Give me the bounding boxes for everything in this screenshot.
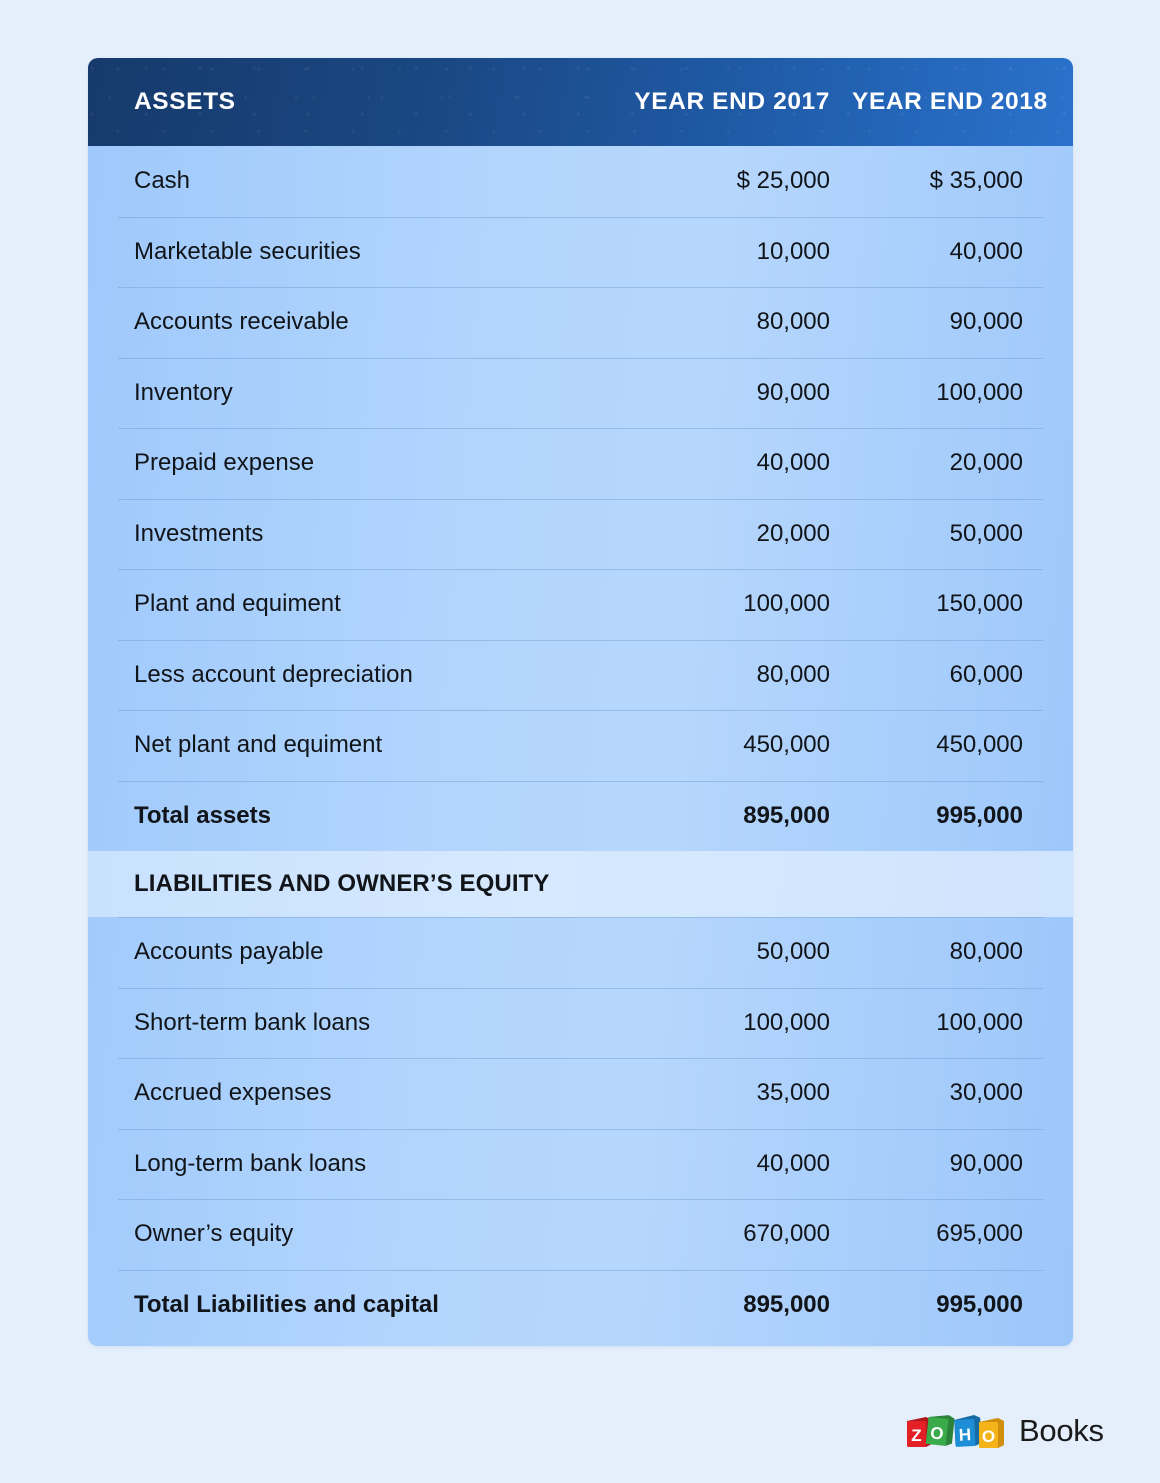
row-label: Accrued expenses (134, 1079, 332, 1107)
table-row (88, 358, 1073, 429)
row-value-2018: 80,000 (949, 938, 1023, 966)
row-value-2017: 40,000 (756, 449, 830, 477)
row-label: Long-term bank loans (134, 1149, 367, 1177)
zoho-mark-icon (906, 1410, 1010, 1452)
row-value-2018: 695,000 (936, 1220, 1023, 1248)
row-value-2017: 10,000 (756, 237, 830, 265)
header-assets-label: ASSETS (134, 88, 236, 115)
row-label: Cash (134, 167, 191, 195)
header-year-end-2018: YEAR END 2018 (852, 88, 1048, 115)
row-value-2018: 50,000 (949, 519, 1023, 547)
row-label: Short-term bank loans (134, 1008, 371, 1036)
row-label: Total Liabilities and capital (134, 1290, 439, 1318)
table-row (88, 428, 1073, 499)
table-row (88, 146, 1073, 217)
row-label: Inventory (134, 378, 233, 406)
row-value-2017: 80,000 (756, 308, 830, 336)
zoho-books-logo (906, 1410, 1104, 1452)
row-value-2018: 60,000 (949, 660, 1023, 688)
row-value-2017: 20,000 (756, 519, 830, 547)
row-label: Investments (134, 519, 264, 547)
liabilities-section (88, 917, 1073, 1340)
row-label: Owner’s equity (134, 1220, 294, 1248)
row-value-2017: 90,000 (756, 378, 830, 406)
table-row (88, 1129, 1073, 1200)
row-value-2018: 150,000 (936, 590, 1023, 618)
assets-section (88, 146, 1073, 851)
row-label: Net plant and equiment (134, 731, 383, 759)
row-label: Less account depreciation (134, 660, 413, 688)
table-row (88, 217, 1073, 288)
row-value-2018: 995,000 (936, 801, 1023, 829)
brand-product-name: Books (1019, 1412, 1104, 1448)
row-label: Plant and equiment (134, 590, 341, 618)
row-value-2017: 80,000 (756, 660, 830, 688)
row-value-2018: 40,000 (949, 237, 1023, 265)
table-row (88, 1199, 1073, 1270)
table-row (88, 499, 1073, 570)
row-value-2018: $ 35,000 (929, 167, 1023, 195)
section-header-liabilities (88, 851, 1073, 917)
svg-text:H: H (958, 1425, 972, 1445)
header-year-end-2017: YEAR END 2017 (634, 88, 830, 115)
row-value-2017: 100,000 (743, 1008, 830, 1036)
table-row (88, 640, 1073, 711)
row-value-2018: 100,000 (936, 378, 1023, 406)
balance-sheet-table (88, 58, 1073, 1346)
table-row-total (88, 781, 1073, 852)
row-value-2018: 20,000 (949, 449, 1023, 477)
row-value-2018: 995,000 (936, 1290, 1023, 1318)
svg-text:O: O (981, 1427, 996, 1446)
row-value-2017: 895,000 (743, 801, 830, 829)
row-label: Accounts receivable (134, 308, 349, 336)
table-row (88, 1058, 1073, 1129)
table-body (88, 146, 1073, 1346)
row-value-2017: 35,000 (756, 1079, 830, 1107)
row-value-2017: $ 25,000 (736, 167, 830, 195)
row-label: Total assets (134, 801, 271, 829)
row-value-2017: 50,000 (756, 938, 830, 966)
table-row (88, 710, 1073, 781)
svg-text:O: O (929, 1423, 945, 1444)
table-row (88, 988, 1073, 1059)
table-row (88, 287, 1073, 358)
row-value-2018: 30,000 (949, 1079, 1023, 1107)
table-row (88, 569, 1073, 640)
row-label: Prepaid expense (134, 449, 315, 477)
section-header-label: LIABILITIES AND OWNER’S EQUITY (134, 870, 550, 897)
row-value-2017: 670,000 (743, 1220, 830, 1248)
row-label: Accounts payable (134, 938, 324, 966)
table-header-row (88, 58, 1073, 146)
table-row (88, 917, 1073, 988)
row-value-2018: 90,000 (949, 1149, 1023, 1177)
row-value-2017: 450,000 (743, 731, 830, 759)
row-value-2018: 100,000 (936, 1008, 1023, 1036)
row-value-2017: 100,000 (743, 590, 830, 618)
svg-text:Z: Z (911, 1426, 922, 1445)
row-value-2017: 895,000 (743, 1290, 830, 1318)
row-value-2017: 40,000 (756, 1149, 830, 1177)
row-value-2018: 90,000 (949, 308, 1023, 336)
row-value-2018: 450,000 (936, 731, 1023, 759)
row-label: Marketable securities (134, 237, 361, 265)
table-row-total (88, 1270, 1073, 1341)
